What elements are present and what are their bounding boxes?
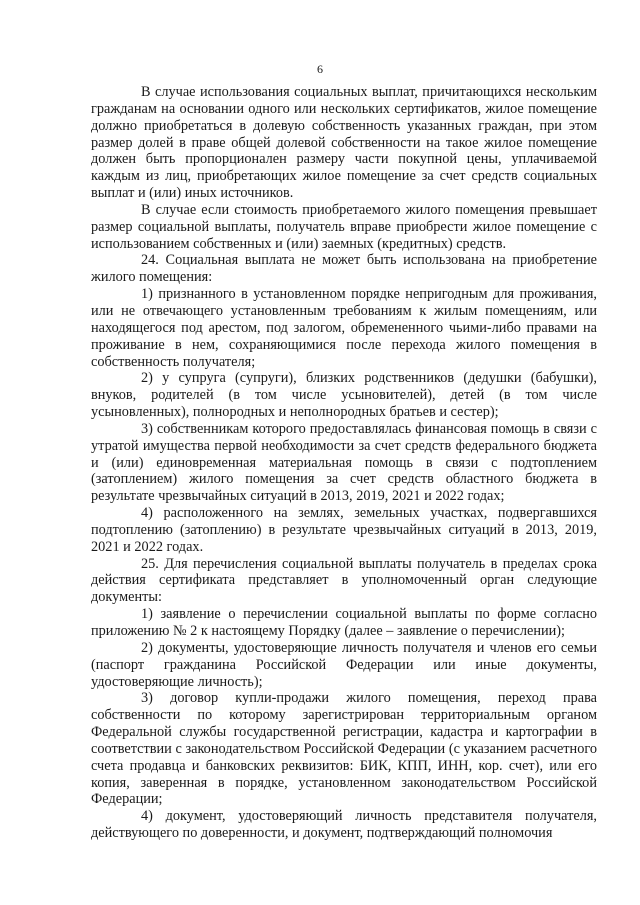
clause-24-item-3: 3) собственникам которого предоставлялась финансовая помощь в связи с утратой имущества первой необходимости за счет средств федерального бюджета и (или) единовременная материальная помощь в связи с подтоплением (затоплением) жилого помещения за счет средств областного бюджета в результате чрезвычайных ситуаций в 2013, 2019, 2021 и 2022 годах; (91, 420, 597, 505)
clause-25-item-2: 2) документы, удостоверяющие личность получателя и членов его семьи (паспорт гражданина Российской Федерации или иные документы, удостоверяющие личность); (91, 639, 597, 690)
paragraph-social-payments-shared: В случае использования социальных выплат, причитающихся нескольким гражданам на основании одного или нескольких сертификатов, жилое помещение должно приобретаться в долевую собственность указанных граждан, при этом размер долей в праве общей долевой собственности на такое жилое помещение должен быть пропорционален размеру части покупной цены, уплачиваемой каждым из лиц, приобретающих жилое помещение за счет средств социальных выплат и (или) иных источников. (91, 84, 597, 202)
paragraph-cost-exceeds-payment: В случае если стоимость приобретаемого жилого помещения превышает размер социальной выплаты, получатель вправе приобрести жилое помещение с использованием собственных и (или) заемных (кредитных) средств. (91, 201, 597, 252)
page-number: 6 (317, 62, 323, 76)
clause-24-item-1: 1) признанного в установленном порядке непригодным для проживания, или не отвечающего установленным требованиям к жилым помещениям, или находящегося под арестом, под залогом, обремененного чьими-либо правами на проживание в нем, сохраняющимися после перехода жилого помещения в собственность получателя; (91, 286, 597, 370)
clause-25-item-1: 1) заявление о перечислении социальной выплаты по форме согласно приложению № 2 к настоящему Порядку (далее – заявление о перечислении); (91, 606, 597, 639)
clause-24: 24. Социальная выплата не может быть использована на приобретение жилого помещения: (91, 252, 597, 286)
clause-25: 25. Для перечисления социальной выплаты получатель в пределах срока действия сертификата представляет в уполномоченный орган следующие документы: (91, 555, 597, 606)
clause-25-item-3: 3) договор купли-продажи жилого помещения, переход права собственности по которому зарегистрирован территориальным органом Федеральной службы государственной регистрации, кадастра и картографии в соответствии с законодательством Российской Федерации (с указанием расчетного счета продавца и банковских реквизитов: БИК, КПП, ИНН, кор. счет), или его копия, заверенная в порядке, установленном законодательством Российской Федерации; (91, 690, 597, 808)
clause-24-item-2: 2) у супруга (супруги), близких родственников (дедушки (бабушки), внуков, родителей (в том числе усыновителей), детей (в том числе усыновленных), полнородных и неполнородных братьев и сестер); (91, 370, 597, 421)
clause-24-item-4: 4) расположенного на землях, земельных участках, подвергавшихся подтоплению (затоплению) в результате чрезвычайных ситуаций в 2013, 2019, 2021 и 2022 годах. (91, 505, 597, 555)
clause-25-item-4: 4) документ, удостоверяющий личность представителя получателя, действующего по доверенности, и документ, подтверждающий полномочия (91, 808, 597, 842)
body-text (91, 84, 597, 842)
